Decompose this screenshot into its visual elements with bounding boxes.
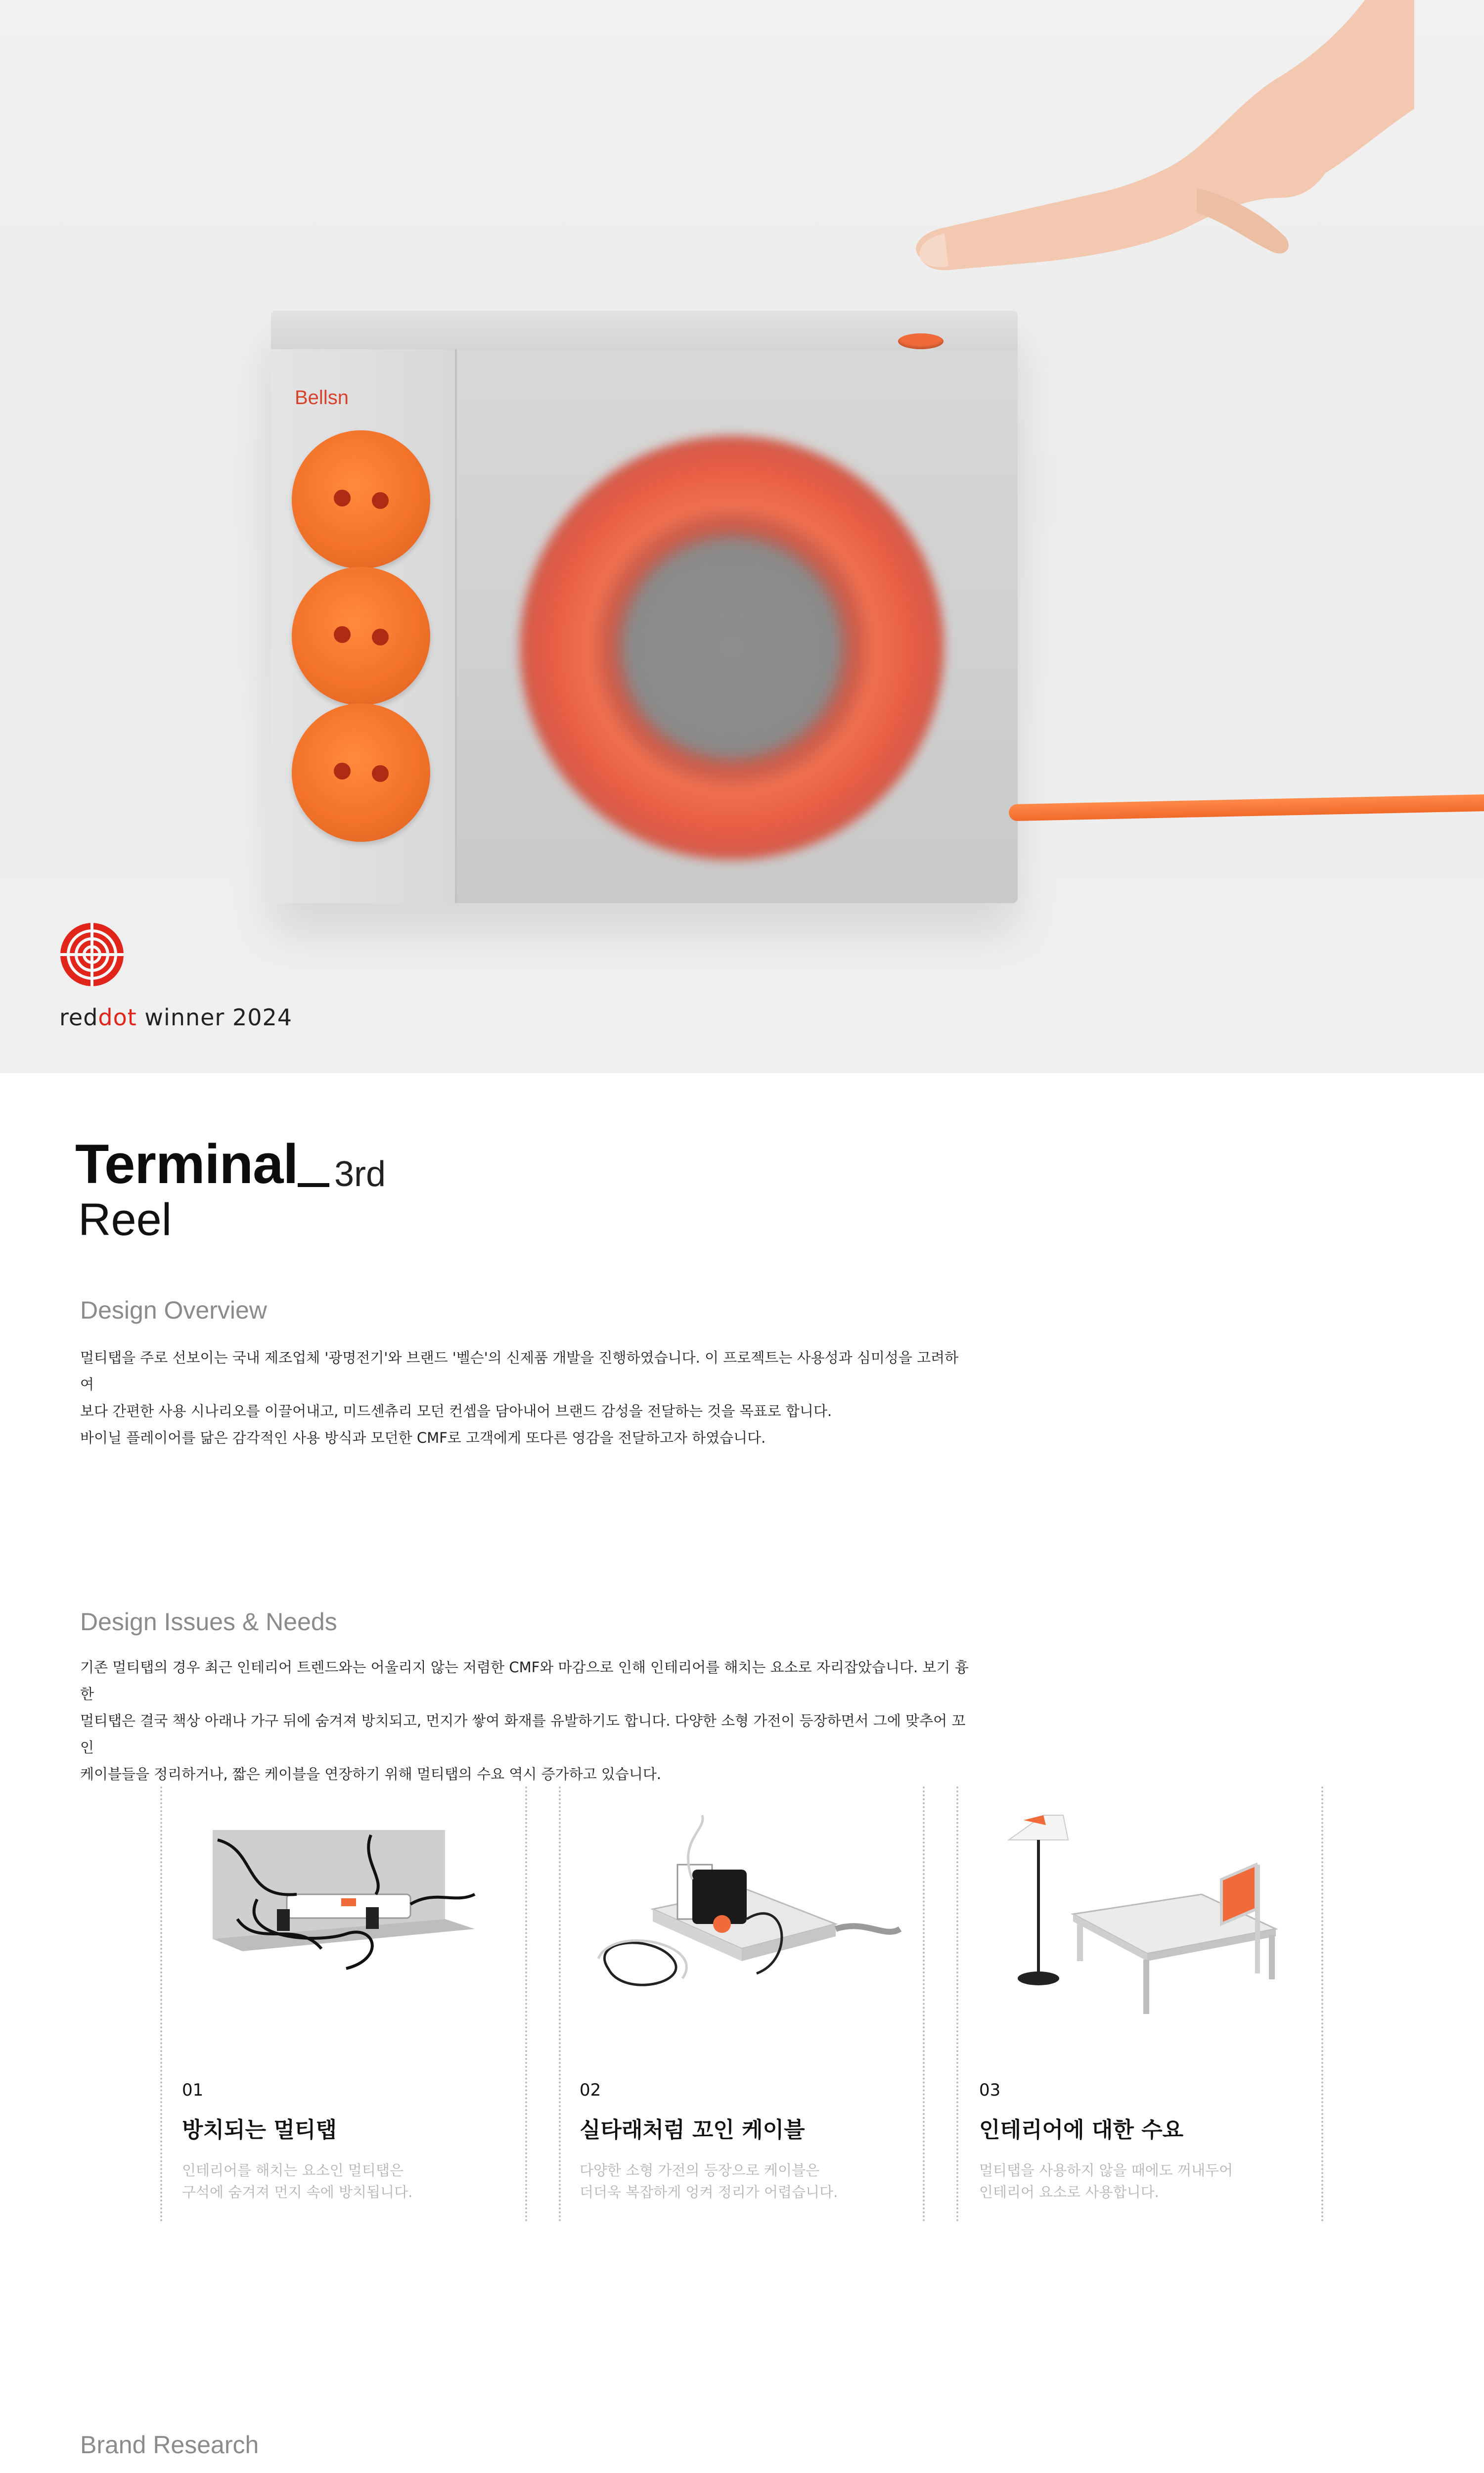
card-divider: [956, 1786, 958, 2222]
card-number: 02: [580, 2080, 601, 2100]
card-title: 방치되는 멀티탭: [182, 2117, 337, 2143]
device-brand-mark: Bellsn: [295, 387, 349, 409]
reddot-award-icon: [58, 921, 126, 988]
orange-cable: [1009, 794, 1484, 822]
card-divider: [559, 1786, 561, 2222]
hero-section: [0, 0, 1484, 1073]
card-divider: [1321, 1786, 1323, 2222]
reddot-award-text: reddot winner 2024: [59, 1004, 293, 1031]
card-divider: [160, 1786, 162, 2222]
socket-3: [292, 703, 430, 842]
socket-2: [292, 567, 430, 705]
card-title: 실타래처럼 꼬인 케이블: [580, 2117, 805, 2143]
card-number: 01: [182, 2080, 204, 2100]
card-divider: [525, 1786, 527, 2222]
project-version: 3rd: [334, 1154, 386, 1194]
socket-1: [292, 430, 430, 569]
card-number: 03: [979, 2080, 1001, 2100]
tangled-cable-illustration: [579, 1810, 905, 2008]
cable-reel-window: [519, 435, 944, 861]
issues-heading: Design Issues & Needs: [80, 1608, 337, 1636]
card-description: 멀티탭을 사용하지 않을 때에도 꺼내두어 인테리어 요소로 사용합니다.: [979, 2162, 1233, 2200]
card-description: 다양한 소형 가전의 등장으로 케이블은 더더욱 복잡하게 엉켜 정리가 어렵습니다.: [580, 2162, 838, 2200]
pointing-hand-illustration: [890, 0, 1414, 317]
hidden-power-strip-illustration: [198, 1820, 495, 2008]
card-divider: [923, 1786, 925, 2222]
project-title: Terminal: [75, 1133, 298, 1195]
interior-furniture-illustration: [989, 1800, 1296, 2018]
project-subtitle: Reel: [78, 1194, 172, 1245]
overview-heading: Design Overview: [80, 1296, 267, 1324]
power-button: [898, 333, 944, 349]
card-description: 인테리어를 해치는 요소인 멀티탭은 구석에 숨겨져 먼지 속에 방치됩니다.: [182, 2162, 413, 2200]
title-underscore: [298, 1183, 329, 1187]
issues-paragraph: 기존 멀티탭의 경우 최근 인테리어 트렌드와는 어울리지 않는 저렴한 CMF와 마감으로 인해 인테리어를 해치는 요소로 자리잡았습니다. 보기 흉한 멀티탭은 결국 책상 아래나 가구 뒤에 숨겨져 방치되고, 먼지가 쌓여 화재를 유발하기도 합니다. 다양한 소형 가전이 등장하면서 그에 맞추어 꼬인 케이블들을 정리하거나, 짧은 케이블을 연장하기 위해 멀티탭의 수요 역시 증가하고 있습니다.: [80, 1659, 969, 1783]
brand-heading: Brand Research: [80, 2431, 259, 2459]
card-title: 인테리어에 대한 수요: [979, 2117, 1184, 2143]
overview-paragraph: 멀티탭을 주로 선보이는 국내 제조업체 '광명전기'와 브랜드 '벨슨'의 신제품 개발을 진행하였습니다. 이 프로젝트는 사용성과 심미성을 고려하여 보다 간편한 사용 시나리오를 이끌어내고, 미드센츄리 모던 컨셉을 담아내어 브랜드 감성을 전달하는 것을 목표로 합니다. 바이닐 플레이어를 닮은 감각적인 사용 방식과 모던한 CMF로 고객에게 또다른 영감을 전달하고자 하였습니다.: [80, 1349, 959, 1446]
